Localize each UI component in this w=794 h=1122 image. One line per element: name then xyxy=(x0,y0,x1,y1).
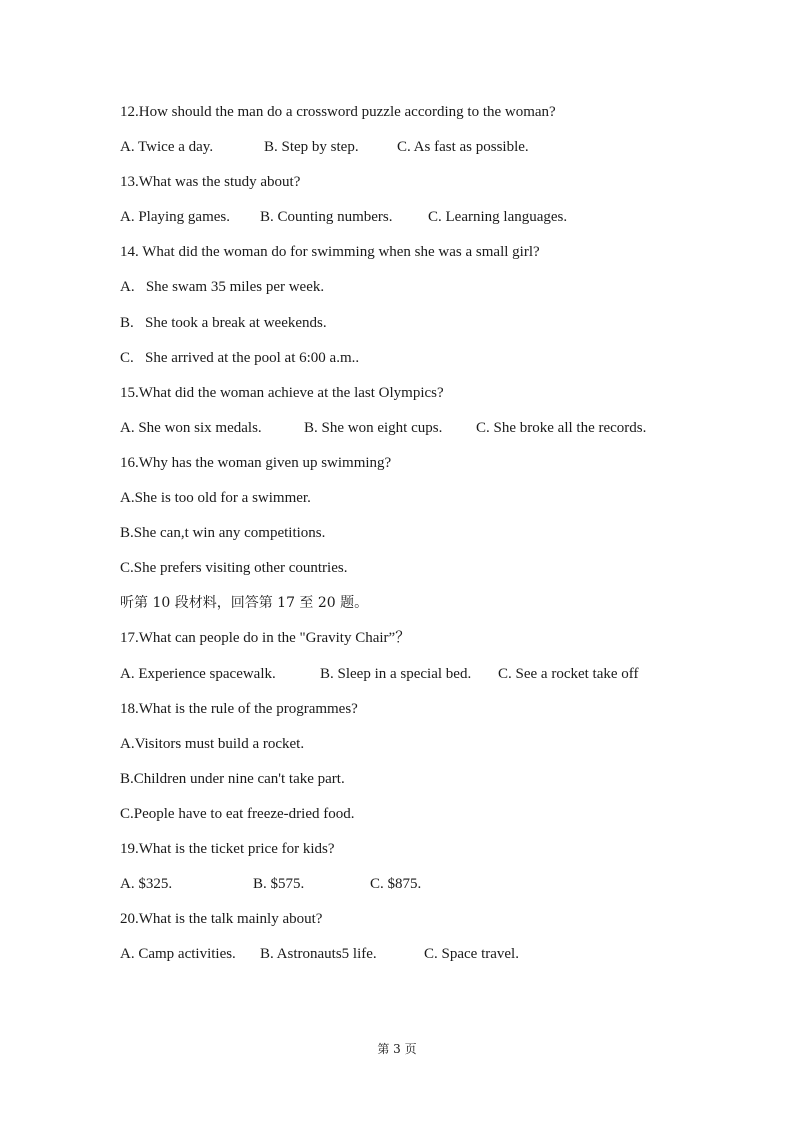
question-13-option-c: C. Learning languages. xyxy=(428,209,568,226)
question-13-text: 13.What was the study about? xyxy=(120,174,301,191)
question-14-text: 14. What did the woman do for swimming when she was a small girl? xyxy=(120,244,540,261)
question-17-option-c: C. See a rocket take off xyxy=(498,665,639,682)
question-20-option-a: A. Camp activities. xyxy=(120,946,236,963)
question-19-text: 19.What is the ticket price for kids? xyxy=(120,840,335,857)
question-19-option-a: A. $325. xyxy=(120,876,173,893)
question-16-text: 16.Why has the woman given up swimming? xyxy=(120,454,392,471)
question-15-options xyxy=(120,416,760,451)
question-12-options xyxy=(120,135,760,170)
question-18-option-a: A.Visitors must build a rocket. xyxy=(120,735,305,752)
page-number: 第 3 页 xyxy=(377,1042,417,1056)
question-14-option-b: B. She took a break at weekends. xyxy=(120,314,327,331)
question-20-options xyxy=(120,942,760,977)
question-18-text: 18.What is the rule of the programmes? xyxy=(120,700,358,717)
question-18-option-b: B.Children under nine can't take part. xyxy=(120,770,345,787)
question-list xyxy=(120,100,760,977)
question-17-option-b: B. Sleep in a special bed. xyxy=(320,665,472,682)
question-20-option-c: C. Space travel. xyxy=(424,946,519,963)
question-14-option-a: A. She swam 35 miles per week. xyxy=(120,279,325,296)
question-19-options xyxy=(120,872,760,907)
question-16-option-a: A.She is too old for a swimmer. xyxy=(120,490,311,507)
section-instruction: 听第 10 段材料，回答第 17 至 20 题。 xyxy=(120,595,369,612)
question-12-text: 12.How should the man do a crossword puzzle according to the woman? xyxy=(120,104,556,120)
question-15-option-a: A. She won six medals. xyxy=(120,419,262,436)
question-12-option-c: C. As fast as possible. xyxy=(397,139,529,156)
question-20-option-b: B. Astronauts5 life. xyxy=(260,946,377,963)
question-19-option-b: B. $575. xyxy=(253,876,305,893)
question-13-option-b: B. Counting numbers. xyxy=(260,209,393,226)
question-20-text: 20.What is the talk mainly about? xyxy=(120,911,323,928)
question-15-text: 15.What did the woman achieve at the last Olympics? xyxy=(120,384,444,401)
question-15-option-c: C. She broke all the records. xyxy=(476,419,647,436)
question-12-option-a: A. Twice a day. xyxy=(120,139,214,156)
question-17-options xyxy=(120,662,760,697)
question-17-option-a: A. Experience spacewalk. xyxy=(120,665,276,682)
question-15-option-b: B. She won eight cups. xyxy=(304,419,443,436)
question-13-option-a: A. Playing games. xyxy=(120,209,230,226)
question-16-option-c: C.She prefers visiting other countries. xyxy=(120,560,348,577)
question-17-text: 17.What can people do in the "Gravity Chair”？ xyxy=(120,630,411,647)
question-19-option-c: C. $875. xyxy=(370,876,422,893)
question-18-option-c: C.People have to eat freeze-dried food. xyxy=(120,805,355,822)
question-14-option-c: C. She arrived at the pool at 6:00 a.m.. xyxy=(120,349,360,366)
question-13-options xyxy=(120,205,760,240)
question-12-option-b: B. Step by step. xyxy=(264,139,359,156)
question-16-option-b: B.She can,t win any competitions. xyxy=(120,525,326,542)
